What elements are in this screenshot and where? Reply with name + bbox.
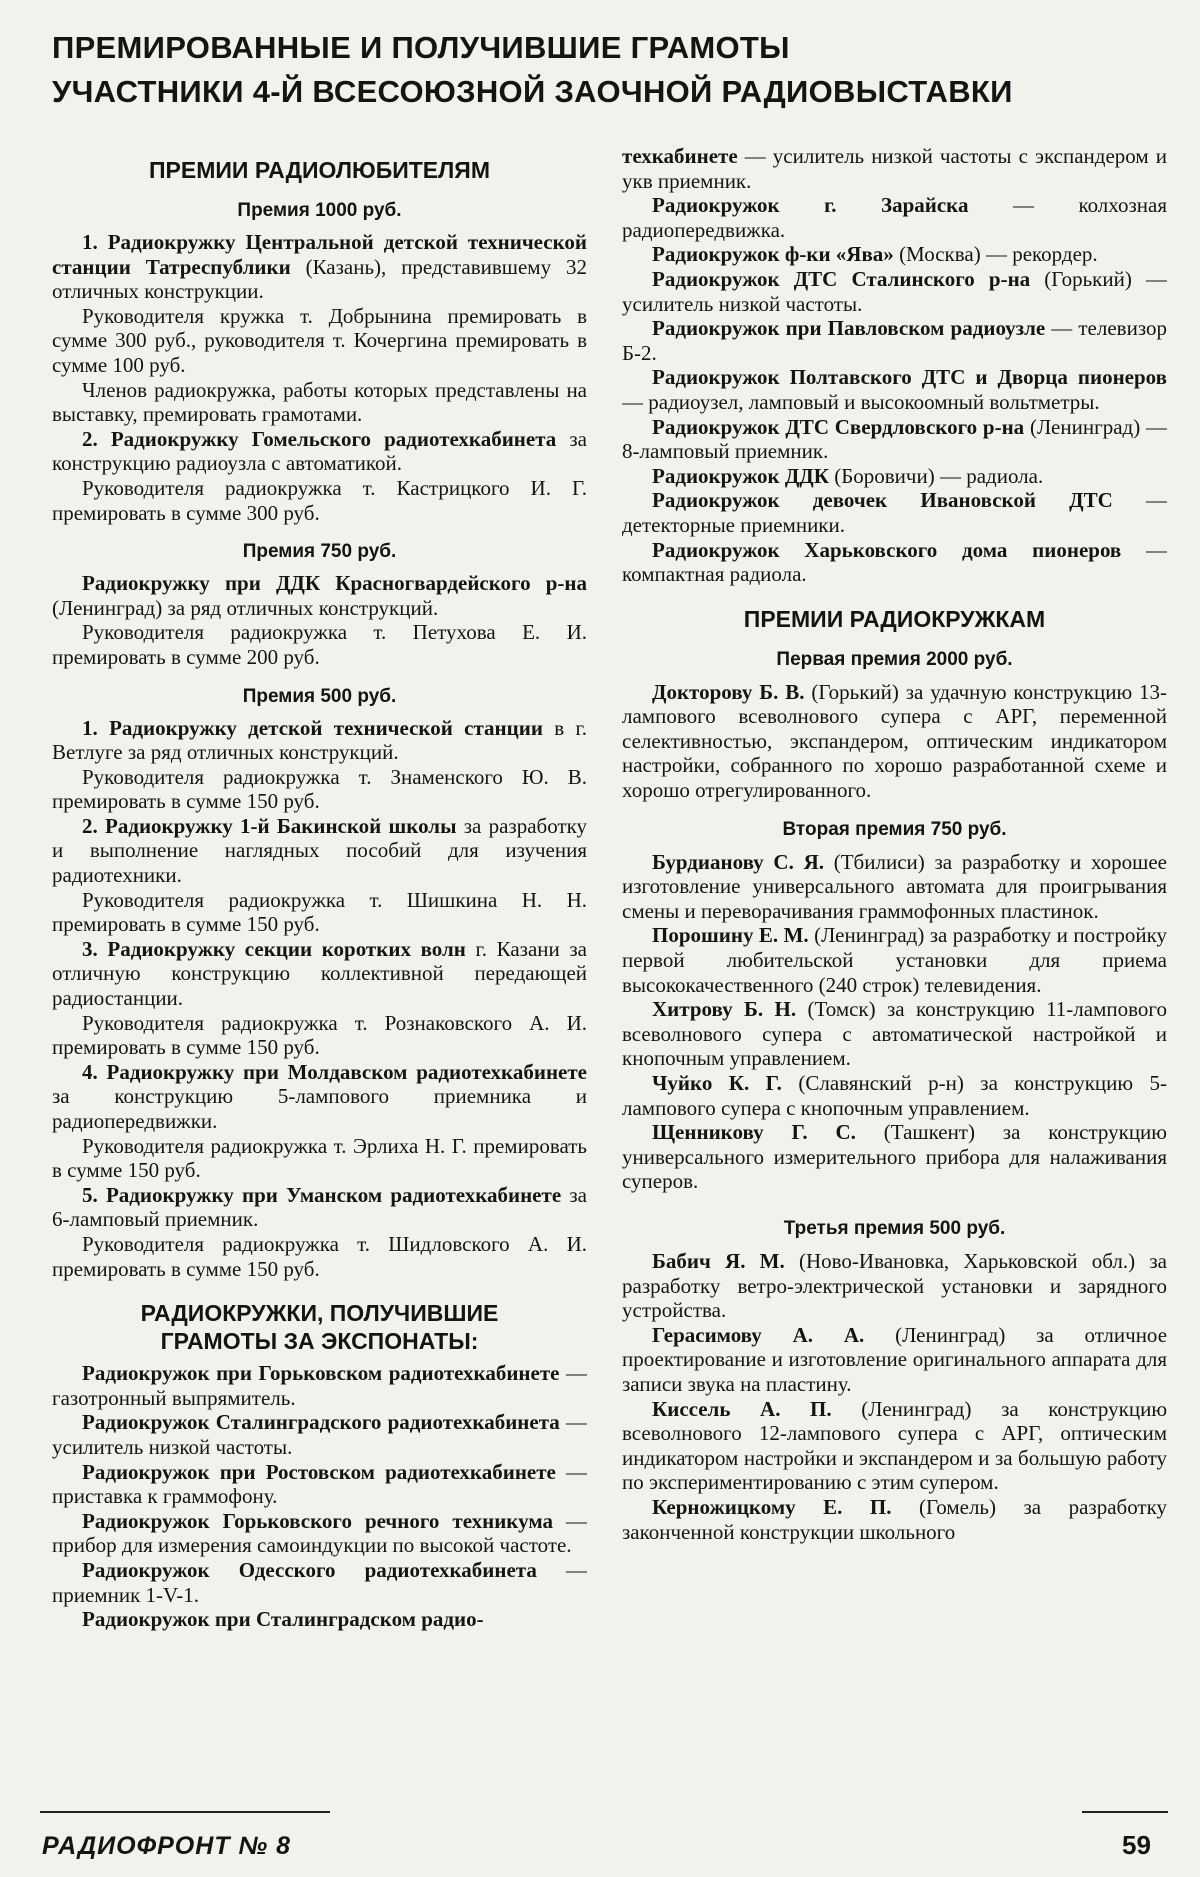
award-paragraph: Руководителя радиокружка т. Рознаковского А. И. премировать в сумме 150 руб.	[52, 1010, 587, 1060]
awardee: 3. Радиокружку секции коротких волн	[82, 936, 466, 961]
diploma-item	[622, 365, 1167, 414]
award-paragraph	[52, 937, 587, 1011]
diploma-item	[622, 242, 1167, 267]
award-text: за конструкцию 5-лампового приемника и радиопередвижки.	[52, 1084, 587, 1133]
award-paragraph	[622, 680, 1167, 803]
awardee: 1. Радиокружку Центральной детской технической станции Татреспублики	[52, 230, 587, 279]
award-paragraph: Членов радиокружка, работы которых представлены на выставку, премировать грамотами.	[52, 377, 587, 427]
left-column	[52, 140, 587, 1780]
award-paragraph	[622, 1249, 1167, 1323]
award-paragraph: Руководителя радиокружка т. Эрлиха Н. Г. премировать в сумме 150 руб.	[52, 1133, 587, 1183]
award-text: г. Казани за отличную конструкцию коллективной передающей радиостанции.	[52, 936, 587, 1011]
award-text: — приемник 1-V-1.	[52, 1557, 587, 1607]
award-text: — детекторные приемники.	[622, 488, 1167, 537]
diploma-item	[52, 1410, 587, 1459]
award-paragraph	[622, 1323, 1167, 1397]
award-paragraph	[52, 716, 587, 765]
award-text: — компактная радиола.	[622, 537, 1167, 587]
awardee: Щенникову Г. С.	[652, 1120, 856, 1145]
journal-name: РАДИОФРОНТ № 8	[42, 1832, 291, 1860]
awardee: Радиокружок при Павловском радиоузле	[652, 316, 1046, 341]
title-line-1: ПРЕМИРОВАННЫЕ И ПОЛУЧИВШИЕ ГРАМОТЫ	[52, 30, 790, 65]
award-text: за 6-ламповый приемник.	[52, 1182, 587, 1232]
awardee: Чуйко К. Г.	[652, 1071, 782, 1095]
award-paragraph	[52, 1060, 587, 1134]
title-line-2: УЧАСТНИКИ 4-Й ВСЕСОЮЗНОЙ ЗАОЧНОЙ РАДИОВЫСТАВКИ	[52, 74, 1013, 109]
footer-rule-left	[40, 1811, 330, 1813]
award-text: за конструкцию радиоузла с автоматикой.	[52, 426, 587, 476]
diploma-item	[52, 1460, 587, 1509]
award-text: — колхозная радиопередвижка.	[622, 193, 1167, 242]
awardee: Радиокружок ДДК	[652, 463, 829, 488]
awardee: Радиокружку при ДДК Красногвардейского р-на	[82, 571, 587, 596]
award-text: (Боровичи) — радиола.	[828, 463, 1044, 488]
awardee: Бабич Я. М.	[652, 1248, 785, 1273]
award-text: (Тбилиси) за разработку и хорошее изготовление универсального автомата для проигрывания смены и переворачивания граммофонных пластинок.	[622, 849, 1167, 923]
page-number: 59	[1122, 1830, 1151, 1860]
award-paragraph: Руководителя радиокружка т. Петухова Е. И. премировать в сумме 200 руб.	[52, 620, 587, 669]
award-text: (Ленинград) за отличное проектирование и изготовление оригинального аппарата для записи звука на пластину.	[622, 1322, 1167, 1396]
award-paragraph	[52, 814, 587, 888]
award-text: — газотронный выпрямитель.	[52, 1361, 587, 1410]
awardee: 1. Радиокружку детской технической станции	[82, 715, 543, 740]
diploma-item	[52, 1558, 587, 1607]
award-text: — радиоузел, ламповый и высокоомный вольтметры.	[622, 389, 1100, 414]
diploma-item	[622, 464, 1167, 489]
diploma-item	[622, 488, 1167, 537]
third-prize-heading: Третья премия 500 руб.	[783, 1217, 1006, 1239]
award-text: (Ленинград) за разработку и постройку первой любительской установки для приема высококачественного (240 строк) телевидения.	[622, 923, 1167, 997]
diploma-item	[52, 1361, 587, 1410]
diploma-item	[622, 267, 1167, 316]
diploma-item	[52, 1607, 587, 1632]
award-text: — приставка к граммофону.	[52, 1459, 587, 1509]
award-text: (Ново-Ивановка, Харьковской обл.) за разработку ветро-электрической установки и зарядного устройства.	[622, 1248, 1167, 1323]
awardee: техкабинете	[622, 144, 738, 168]
award-text: — усилитель низкой частоты.	[52, 1410, 587, 1459]
prize-1000-heading: Премия 1000 руб.	[237, 200, 402, 221]
awardee: Керножицкому Е. П.	[652, 1494, 892, 1519]
award-text: в г. Ветлуге за ряд отличных конструкций.	[52, 715, 587, 765]
award-paragraph	[52, 230, 587, 304]
diploma-item	[622, 316, 1167, 365]
award-paragraph	[622, 1120, 1167, 1194]
award-text: (Ленинград) за ряд отличных конструкций.	[52, 595, 439, 620]
diploma-item	[622, 144, 1167, 193]
page-title	[52, 26, 1152, 114]
award-text: за разработку и выполнение наглядных пособий для изучения радиотехники.	[52, 813, 587, 888]
section-heading-circles: ПРЕМИИ РАДИОКРУЖКАМ	[743, 605, 1046, 632]
first-prize-heading: Первая премия 2000 руб.	[776, 648, 1013, 670]
award-paragraph	[52, 1183, 587, 1232]
awardee: Бурдианову С. Я.	[652, 849, 824, 874]
awardee: Порошину Е. М.	[652, 923, 809, 948]
awardee: Радиокружок при Горьковском радиотехкабинете	[82, 1361, 560, 1386]
awardee: Киссель А. П.	[652, 1396, 832, 1421]
award-text: — телевизор Б-2.	[622, 316, 1167, 365]
awardee: 5. Радиокружку при Уманском радиотехкабинете	[82, 1182, 562, 1207]
award-paragraph: Руководителя радиокружка т. Знаменского Ю. В. премировать в сумме 150 руб.	[52, 764, 587, 814]
awardee: Радиокружок г. Зарайска	[652, 193, 969, 218]
award-paragraph: Руководителя радиокружка т. Шишкина Н. Н. премировать в сумме 150 руб.	[52, 887, 587, 937]
award-text: — прибор для измерения самоиндукции по высокой частоте.	[52, 1508, 587, 1558]
section-heading-diplomas-line-2: ГРАМОТЫ ЗА ЭКСПОНАТЫ:	[160, 1328, 479, 1355]
award-paragraph: Руководителя радиокружка т. Шидловского А. И. премировать в сумме 150 руб.	[52, 1231, 587, 1281]
award-text: — усилитель низкой частоты с экспандером и укв приемник.	[622, 144, 1167, 193]
award-paragraph: Руководителя кружка т. Добрынина премировать в сумме 300 руб., руководителя т. Кочергина премировать в сумме 100 руб.	[52, 303, 587, 377]
award-text: (Москва) — рекордер.	[893, 242, 1098, 267]
section-heading-diplomas	[52, 1299, 587, 1355]
awardee: Радиокружок Полтавского ДТС и Дворца пионеров	[652, 365, 1167, 390]
award-paragraph	[622, 1495, 1167, 1544]
award-paragraph	[622, 1397, 1167, 1495]
awardee: Докторову Б. В.	[652, 679, 805, 704]
award-paragraph	[52, 427, 587, 476]
second-prize-heading: Вторая премия 750 руб.	[782, 818, 1007, 840]
award-text: (Славянский р-н) за конструкцию 5-лампового супера с кнопочным управлением.	[622, 1071, 1167, 1120]
award-paragraph: Руководителя радиокружка т. Кастрицкого И. Г. премировать в сумме 300 руб.	[52, 475, 587, 525]
award-paragraph	[52, 571, 587, 620]
award-paragraph	[622, 997, 1167, 1071]
awardee: Радиокружок ДТС Свердловского р-на	[652, 414, 1025, 439]
footer-rule-right	[1082, 1811, 1168, 1813]
awardee: Радиокружок ф-ки «Ява»	[652, 242, 894, 267]
awardee: Радиокружок при Сталинградском радио-	[82, 1607, 484, 1632]
right-column	[622, 144, 1167, 1784]
awardee: Радиокружок Горьковского речного техникума	[82, 1508, 553, 1533]
award-text: (Ленинград) за конструкцию всеволнового 12-лампового супера с АРГ, оптическим индикатором настройки и экспандером и за большую работу по экспериментированию с этим супером.	[622, 1396, 1167, 1495]
prize-500-heading: Премия 500 руб.	[242, 685, 397, 707]
award-text: (Горький) — усилитель низкой частоты.	[622, 266, 1167, 316]
awardee: Радиокружок Одесского радиотехкабинета	[82, 1557, 537, 1582]
award-text: (Ташкент) за конструкцию универсального измерительного прибора для налаживания суперов.	[622, 1120, 1167, 1194]
award-text: (Горький) за удачную конструкцию 13-лампового всеволнового супера с АРГ, переменной селективностью, экспандером, оптическим индикатором настройки, собранного по хорошо разработанной схеме и хорошо отрегулированного.	[622, 679, 1167, 803]
award-paragraph	[622, 923, 1167, 997]
awardee: 2. Радиокружку 1-й Бакинской школы	[82, 813, 457, 838]
awardee: Радиокружок Сталинградского радиотехкабинета	[82, 1410, 560, 1435]
awardee: Радиокружок при Ростовском радиотехкабинете	[82, 1459, 556, 1484]
awardee: 4. Радиокружку при Молдавском радиотехкабинете	[82, 1059, 587, 1084]
award-text: (Казань), представившему 32 отличных конструкции.	[52, 254, 587, 304]
section-heading-amateurs: ПРЕМИИ РАДИОЛЮБИТЕЛЯМ	[149, 157, 490, 183]
awardee: Хитрову Б. Н.	[652, 997, 797, 1022]
section-heading-diplomas-line-1: РАДИОКРУЖКИ, ПОЛУЧИВШИЕ	[140, 1300, 499, 1327]
award-text: (Ленинград) — 8-ламповый приемник.	[622, 414, 1167, 464]
diploma-item	[622, 538, 1167, 587]
awardee: Радиокружок ДТС Сталинского р-на	[652, 266, 1031, 291]
diploma-item	[622, 415, 1167, 464]
awardee: 2. Радиокружку Гомельского радиотехкабинета	[82, 426, 557, 451]
awardee: Радиокружок девочек Ивановской ДТС	[652, 488, 1113, 513]
diploma-item	[52, 1509, 587, 1558]
award-text: (Гомель) за разработку законченной конструкции школьного	[622, 1494, 1167, 1544]
prize-750-heading: Премия 750 руб.	[242, 541, 397, 563]
award-paragraph	[622, 1071, 1167, 1120]
awardee: Радиокружок Харьковского дома пионеров	[652, 537, 1122, 562]
award-text: (Томск) за конструкцию 11-лампового всеволнового супера с автоматической настройкой и кнопочным управлением.	[622, 997, 1167, 1071]
awardee: Герасимову А. А.	[652, 1322, 865, 1347]
diploma-item	[622, 193, 1167, 242]
award-paragraph	[622, 850, 1167, 924]
